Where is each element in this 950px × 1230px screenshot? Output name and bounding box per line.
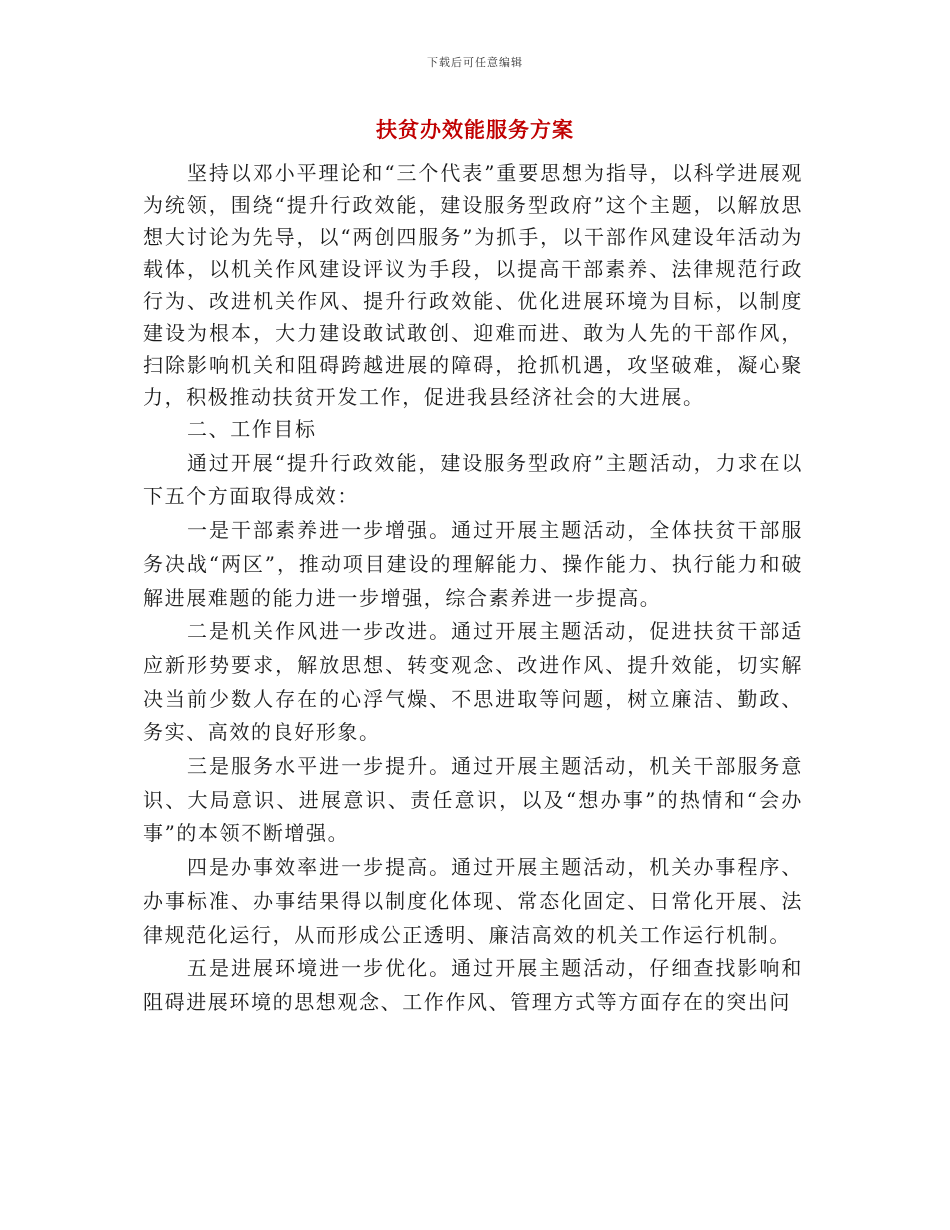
document-body bbox=[143, 157, 803, 1020]
section-heading-work-goals: 二、工作目标 bbox=[187, 417, 317, 441]
paragraph-goal-4: 四是办事效率进一步提高。通过开展主题活动，机关办事程序、办事标准、办事结果得以制度化体现、常态化固定、日常化开展、法律规范化运行，从而形成公正透明、廉洁高效的机关工作运行机制。 bbox=[143, 855, 803, 947]
document-title: 扶贫办效能服务方案 bbox=[376, 117, 574, 142]
paragraph-goal-1: 一是干部素养进一步增强。通过开展主题活动，全体扶贫干部服务决战“两区”，推动项目建设的理解能力、操作能力、执行能力和破解进展难题的能力进一步增强，综合素养进一步提高。 bbox=[143, 518, 803, 610]
header-note: 下载后可任意编辑 bbox=[427, 56, 523, 69]
paragraph-goal-2: 二是机关作风进一步改进。通过开展主题活动，促进扶贫干部适应新形势要求，解放思想、转变观念、改进作风、提升效能，切实解决当前少数人存在的心浮气燥、不思进取等问题，树立廉洁、勤政、务实、高效的良好形象。 bbox=[143, 619, 803, 745]
paragraph-goals-intro: 通过开展“提升行政效能，建设服务型政府”主题活动，力求在以下五个方面取得成效： bbox=[143, 450, 803, 509]
paragraph-goal-3: 三是服务水平进一步提升。通过开展主题活动，机关干部服务意识、大局意识、进展意识、责任意识，以及“想办事”的热情和“会办事”的本领不断增强。 bbox=[143, 754, 803, 846]
paragraph-intro: 坚持以邓小平理论和“三个代表”重要思想为指导，以科学进展观为统领，围绕“提升行政效能，建设服务型政府”这个主题，以解放思想大讨论为先导，以“两创四服务”为抓手，以干部作风建设年活动为载体，以机关作风建设评议为手段，以提高干部素养、法律规范行政行为、改进机关作风、提升行政效能、优化进展环境为目标，以制度建设为根本，大力建设敢试敢创、迎难而进、敢为人先的干部作风，扫除影响机关和阻碍跨越进展的障碍，抢抓机遇，攻坚破难，凝心聚力，积极推动扶贫开发工作，促进我县经济社会的大进展。 bbox=[143, 161, 803, 409]
paragraph-goal-5: 五是进展环境进一步优化。通过开展主题活动，仔细查找影响和阻碍进展环境的思想观念、工作作风、管理方式等方面存在的突出问 bbox=[143, 956, 803, 1014]
